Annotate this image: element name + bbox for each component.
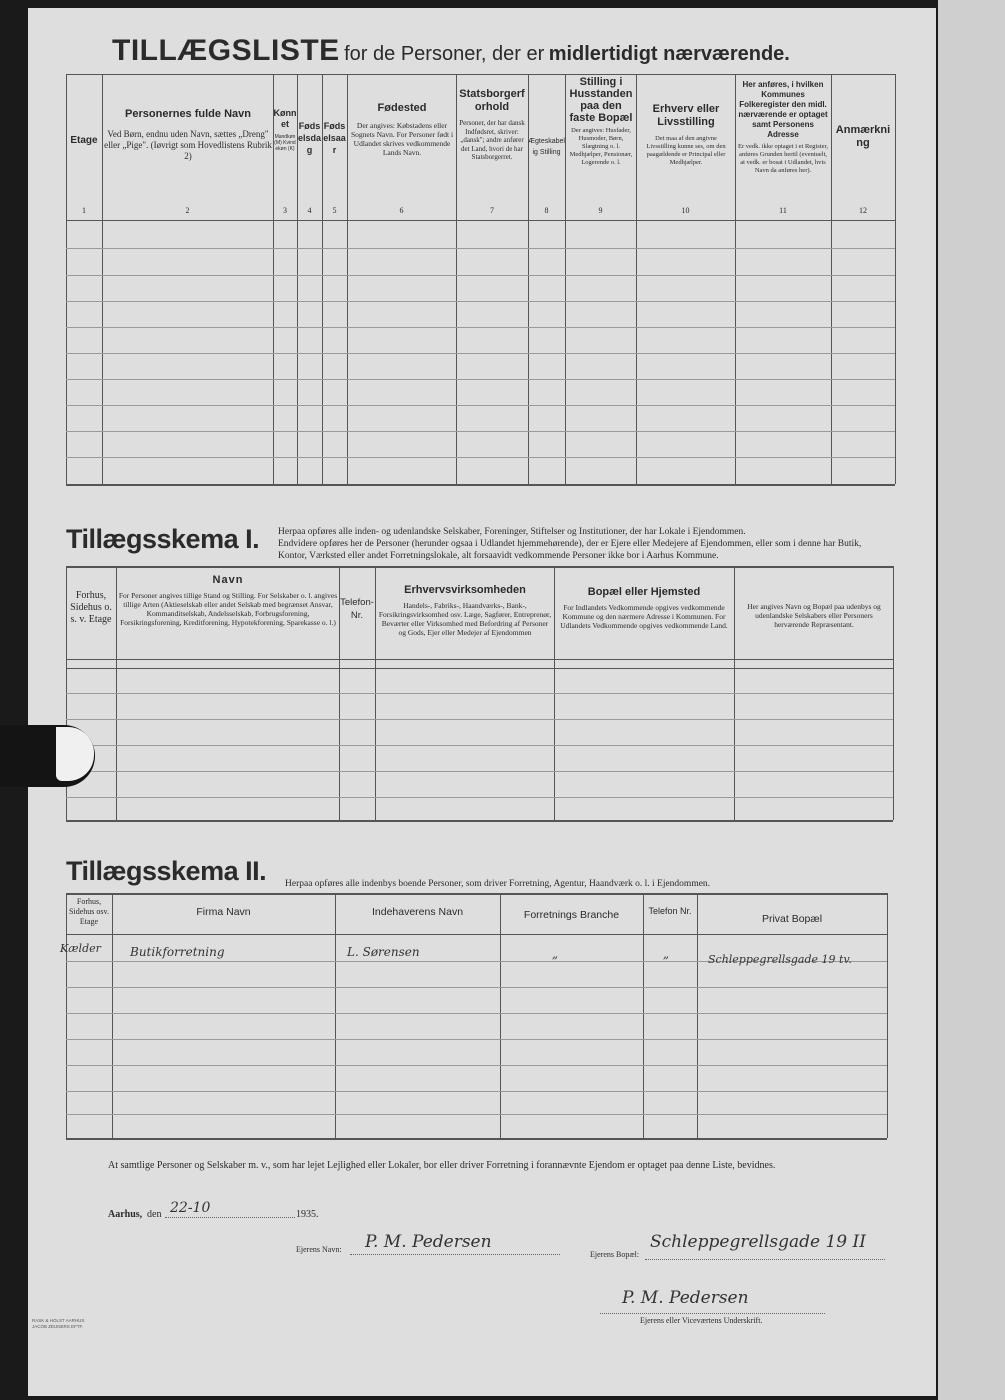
footer-owner-name: P. M. Pedersen: [365, 1232, 492, 1252]
skema1-intro: [278, 526, 890, 562]
col-anmaerkning-header: Anmærkning: [835, 124, 891, 149]
col-1-number: 1: [82, 206, 86, 215]
skema1-col-navn-sub: For Personer angives tillige Stand og Stilling. For Selskaber o. l. angives tillige Arten (Aktieselskab eller andet Selskab med begrænset Ansvar, Kommanditselskab, Andelsselskab, Forbrugsforening, Forsikringsforening, Kreditforening, Hypotekforening, Sparekasse o. l.): [118, 591, 338, 627]
col-erhverv-title: Erhverv eller Livsstilling: [652, 103, 720, 128]
skema1-col-repraesentant: Her angives Navn og Bopæl paa udenbys og udenlandske Selskabers eller Personers herværende Repræsentant.: [747, 602, 881, 629]
liste-title-middle: for de Personer, der er: [344, 43, 545, 65]
skema1-title: Tillægsskema I.: [66, 524, 260, 554]
skema1-col-bopael-sub: For Indlandets Vedkommende opgives vedkommende Kommune og den nærmere Adresse i Kommunen. For Udlandets Vedkommende opgives vedkommende Land.: [560, 603, 728, 630]
skema1-col-erhverv: Erhvervsvirksomheden: [404, 584, 526, 596]
liste-title: [112, 34, 790, 68]
col-5-number: 5: [332, 206, 337, 215]
printer-imprint: RASK & HOLST AARHUS JACOB ZEUNERS EFTF.: [32, 1318, 85, 1329]
col-folkeregister-header: [737, 80, 829, 175]
skema2-row1-indehaver: L. Sørensen: [347, 945, 420, 959]
col-stilling-sub: Der angives: Husfader, Husmoder, Børn, Slægtning o. l. Medhjælper, Pensionær, Logerende o. l.: [569, 127, 633, 166]
footer-den: den: [147, 1209, 162, 1220]
footer-signature-label: Ejerens eller Viceværtens Underskrift.: [640, 1316, 763, 1325]
form-page: [28, 8, 936, 1396]
col-fodselsaar-header: Fødselsaar: [323, 121, 346, 155]
col-2-number: 2: [185, 206, 190, 215]
skema2-row1-privat: Schleppegrellsgade 19 tv.: [708, 953, 852, 966]
skema2-col-branche: Forretnings Branche: [523, 909, 620, 921]
liste-title-main: TILLÆGSLISTE: [112, 34, 340, 67]
col-8-number: 8: [544, 206, 549, 215]
col-aegteskabelig-header: Ægteskabelig Stilling: [528, 138, 565, 156]
col-erhverv-header: [640, 103, 732, 167]
skema2-title: Tillægsskema II.: [66, 856, 267, 886]
adjacent-page: [938, 0, 1005, 1400]
col-navn-title: Personernes fulde Navn: [125, 108, 251, 120]
skema2-col-privat: Privat Bopæl: [761, 913, 823, 925]
skema2-intro: Herpaa opføres alle indenbys boende Personer, som driver Forretning, Agentur, Haandværk o. l. i Ejendommen.: [285, 879, 711, 889]
footer-bopael-label: Ejerens Bopæl:: [590, 1250, 640, 1259]
col-navn-sub: Ved Børn, endnu uden Navn, sættes „Dreng" eller „Pige". (Iøvrigt som Hovedlistens Rubrik 2): [104, 129, 272, 161]
footer-bopael-value: Schleppegrellsgade 19 II: [650, 1232, 866, 1252]
col-fodselsdag-header: Fødselsdag: [297, 121, 321, 155]
skema1-col-bopael: Bopæl eller Hjemsted: [587, 586, 701, 598]
skema1-col-erhverv-sub: Handels-, Fabriks-, Haandværks-, Bank-, Forsikringsvirksomhed osv. Læge, Sagfører, Entreprenør, Beværter eller Virksomhed med Befordring af Personer og Gods, Ejer eller Medejer af Ejendommen: [378, 601, 552, 637]
col-9-number: 9: [598, 206, 603, 215]
col-folkeregister-title: Her anføres, i hvilken Kommunes Folkeregister den midl. nærværende er optaget samt Personens Adresse: [738, 80, 828, 139]
skema2-col-telefon: Telefon Nr.: [648, 906, 692, 916]
col-etage-header: Etage: [70, 135, 98, 146]
skema2-col-indehaver: Indehaverens Navn: [371, 906, 464, 918]
col-statsborger-sub: Personer, der har dansk Indfødsret, skriver: „dansk"; andre anfører det Land, hvori de har Statsborgerret.: [459, 119, 525, 161]
col-fodested-sub: Der angives: Købstadens eller Sognets Navn. For Personer født i Udlandet skrives vedkommende Lands Navn.: [350, 121, 454, 157]
skema1-col-telefon: Telefon-Nr.: [340, 597, 374, 621]
col-12-number: 12: [859, 206, 867, 215]
col-statsborger-header: [458, 88, 526, 162]
col-kon-title: Kønnet: [273, 108, 297, 129]
col-6-number: 6: [399, 206, 404, 215]
skema1-col-bopael-header: [558, 586, 730, 630]
footer-owner-label: Ejerens Navn:: [296, 1245, 342, 1254]
liste-title-bold: midlertidigt nærværende.: [548, 43, 790, 65]
col-3-number: 3: [283, 206, 287, 215]
skema1-col-erhverv-header: [378, 584, 552, 637]
skema1-col-navn-header: [118, 574, 338, 627]
col-stilling-header: [567, 76, 635, 167]
skema1-col-etage: Forhus, Sidehus o. s. v. Etage: [70, 590, 112, 625]
col-statsborger-title: Statsborgerforhold: [459, 88, 525, 113]
skema1-intro-line2: Endvidere opføres her de Personer (herunder ogsaa i Udlandet hjemmehørende), der er Ejere eller Medejere af Ejendommen, eller som i denne har Butik, Kontor, Værksted eller andet Forretningslokale, alt forsaavidt vedkommende Personer ikke bor i Aarhus Kommune.: [278, 539, 862, 561]
skema1-intro-line1: Herpaa opføres alle inden- og udenlandske Selskaber, Foreninger, Stiftelser og Institutioner, der har Lokale i Ejendommen.: [278, 527, 746, 537]
skema2-col-firma: Firma Navn: [196, 906, 251, 918]
skema2-row1-branche: „: [551, 947, 559, 961]
skema2-row1-telefon: „: [662, 947, 670, 961]
col-kon-sub: Mandkøn (M) Kvindekøn (K): [274, 134, 296, 152]
col-navn-header: [104, 108, 272, 162]
col-fodested-title: Fødested: [377, 102, 427, 114]
col-4-number: 4: [307, 206, 312, 215]
col-folkeregister-sub: Er vedk. ikke optaget i et Register, anføres Grunden hertil (eventuelt, at vedk. er bosat i Udlandet, hvis Navn da anføres her).: [738, 143, 828, 174]
footer-signature: P. M. Pedersen: [622, 1288, 749, 1308]
skema2-row1-firma: Butikforretning: [130, 945, 225, 959]
col-erhverv-sub: Det maa af den angivne Livsstilling kunne ses, om den paagældende er Principal eller Medhjælper.: [646, 135, 726, 166]
skema2-row1-etage: Kælder: [60, 942, 101, 955]
col-kon-header: [273, 108, 297, 152]
footer-date: 22-10: [170, 1200, 211, 1216]
col-stilling-title: Stilling i Husstanden paa den faste Bopæl: [569, 76, 633, 124]
col-7-number: 7: [490, 206, 494, 215]
col-fodested-header: [350, 102, 454, 157]
col-10-number: 10: [681, 206, 690, 215]
footer-place: Aarhus,: [108, 1209, 143, 1220]
col-11-number: 11: [779, 206, 787, 215]
skema2-col-etage: Forhus, Sidehus osv. Etage: [69, 897, 109, 926]
skema1-col-navn: Navn: [212, 574, 244, 586]
footer-year: 1935.: [296, 1209, 319, 1220]
footer-statement: At samtlige Personer og Selskaber m. v., som har lejet Lejlighed eller Lokaler, bor eller driver Forretning i forannævnte Ejendom er optaget paa denne Liste, bevidnes.: [108, 1160, 776, 1171]
